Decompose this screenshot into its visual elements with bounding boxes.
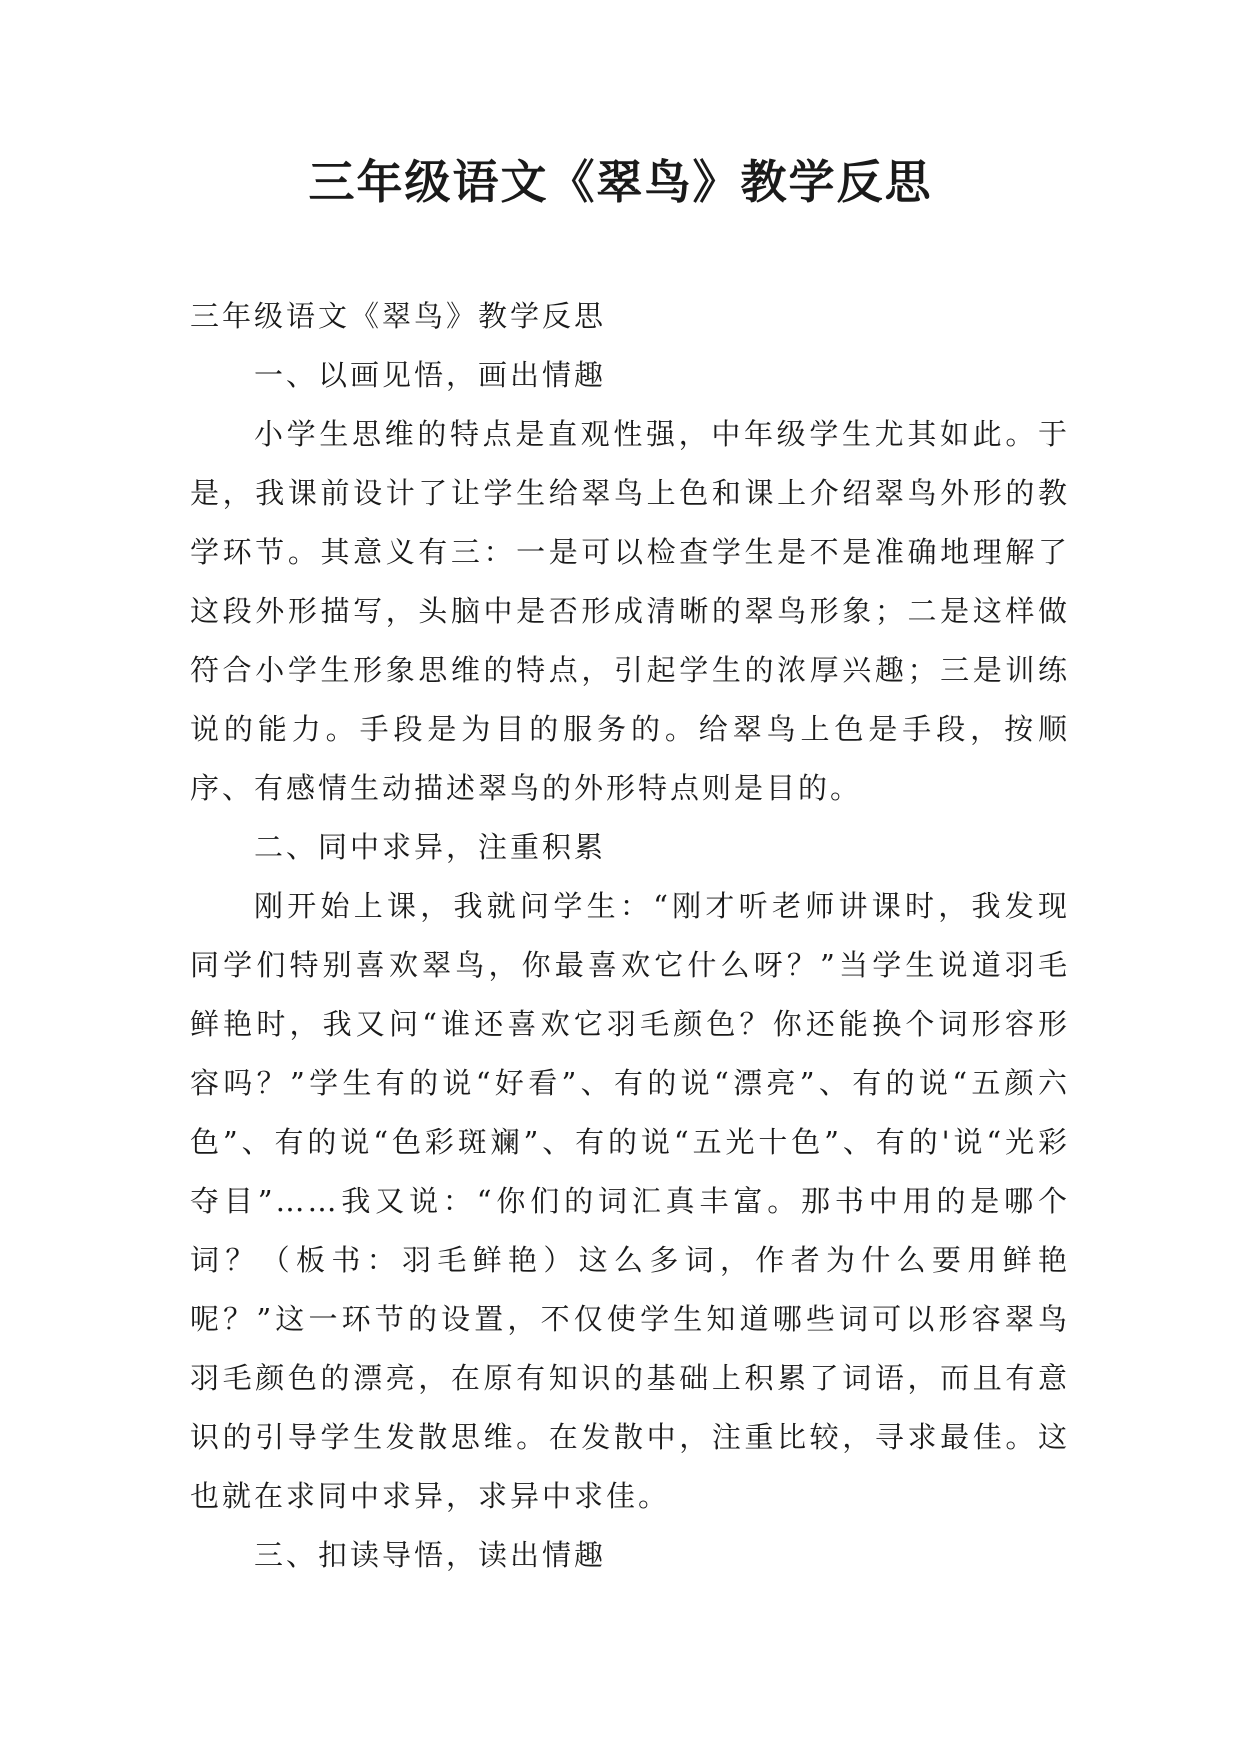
paragraph-1: 小学生思维的特点是直观性强，中年级学生尤其如此。于是，我课前设计了让学生给翠鸟上色和课上介绍翠鸟外形的教学环节。其意义有三：一是可以检查学生是不是准确地理解了这段外形描写，头脑中是否形成清晰的翠鸟形象；二是这样做符合小学生形象思维的特点，引起学生的浓厚兴趣；三是训练说的能力。手段是为目的服务的。给翠鸟上色是手段，按顺序、有感情生动描述翠鸟的外形特点则是目的。 [190, 417, 1070, 805]
subtitle-line: 三年级语文《翠鸟》教学反思 [190, 299, 607, 333]
section-heading-1: 一、以画见悟，画出情趣 [254, 358, 607, 392]
paragraph-2: 刚开始上课，我就问学生：“刚才听老师讲课时，我发现同学们特别喜欢翠鸟，你最喜欢它什么呀？”当学生说道羽毛鲜艳时，我又问“谁还喜欢它羽毛颜色？你还能换个词形容形容吗？”学生有的说“好看”、有的说“漂亮”、有的说“五颜六色”、有的说“色彩斑斓”、有的说“五光十色”、有的'说“光彩夺目”……我又说：“你们的词汇真丰富。那书中用的是哪个词？（板书：羽毛鲜艳）这么多词，作者为什么要用鲜艳呢？”这一环节的设置，不仅使学生知道哪些词可以形容翠鸟羽毛颜色的漂亮，在原有知识的基础上积累了词语，而且有意识的引导学生发散思维。在发散中，注重比较，寻求最佳。这也就在求同中求异，求异中求佳。 [190, 889, 1070, 1513]
section-heading-2: 二、同中求异，注重积累 [254, 830, 607, 864]
document-title: 三年级语文《翠鸟》教学反思 [308, 155, 933, 209]
section-heading-3: 三、扣读导悟，读出情趣 [254, 1538, 607, 1572]
document-body [190, 287, 1070, 1585]
